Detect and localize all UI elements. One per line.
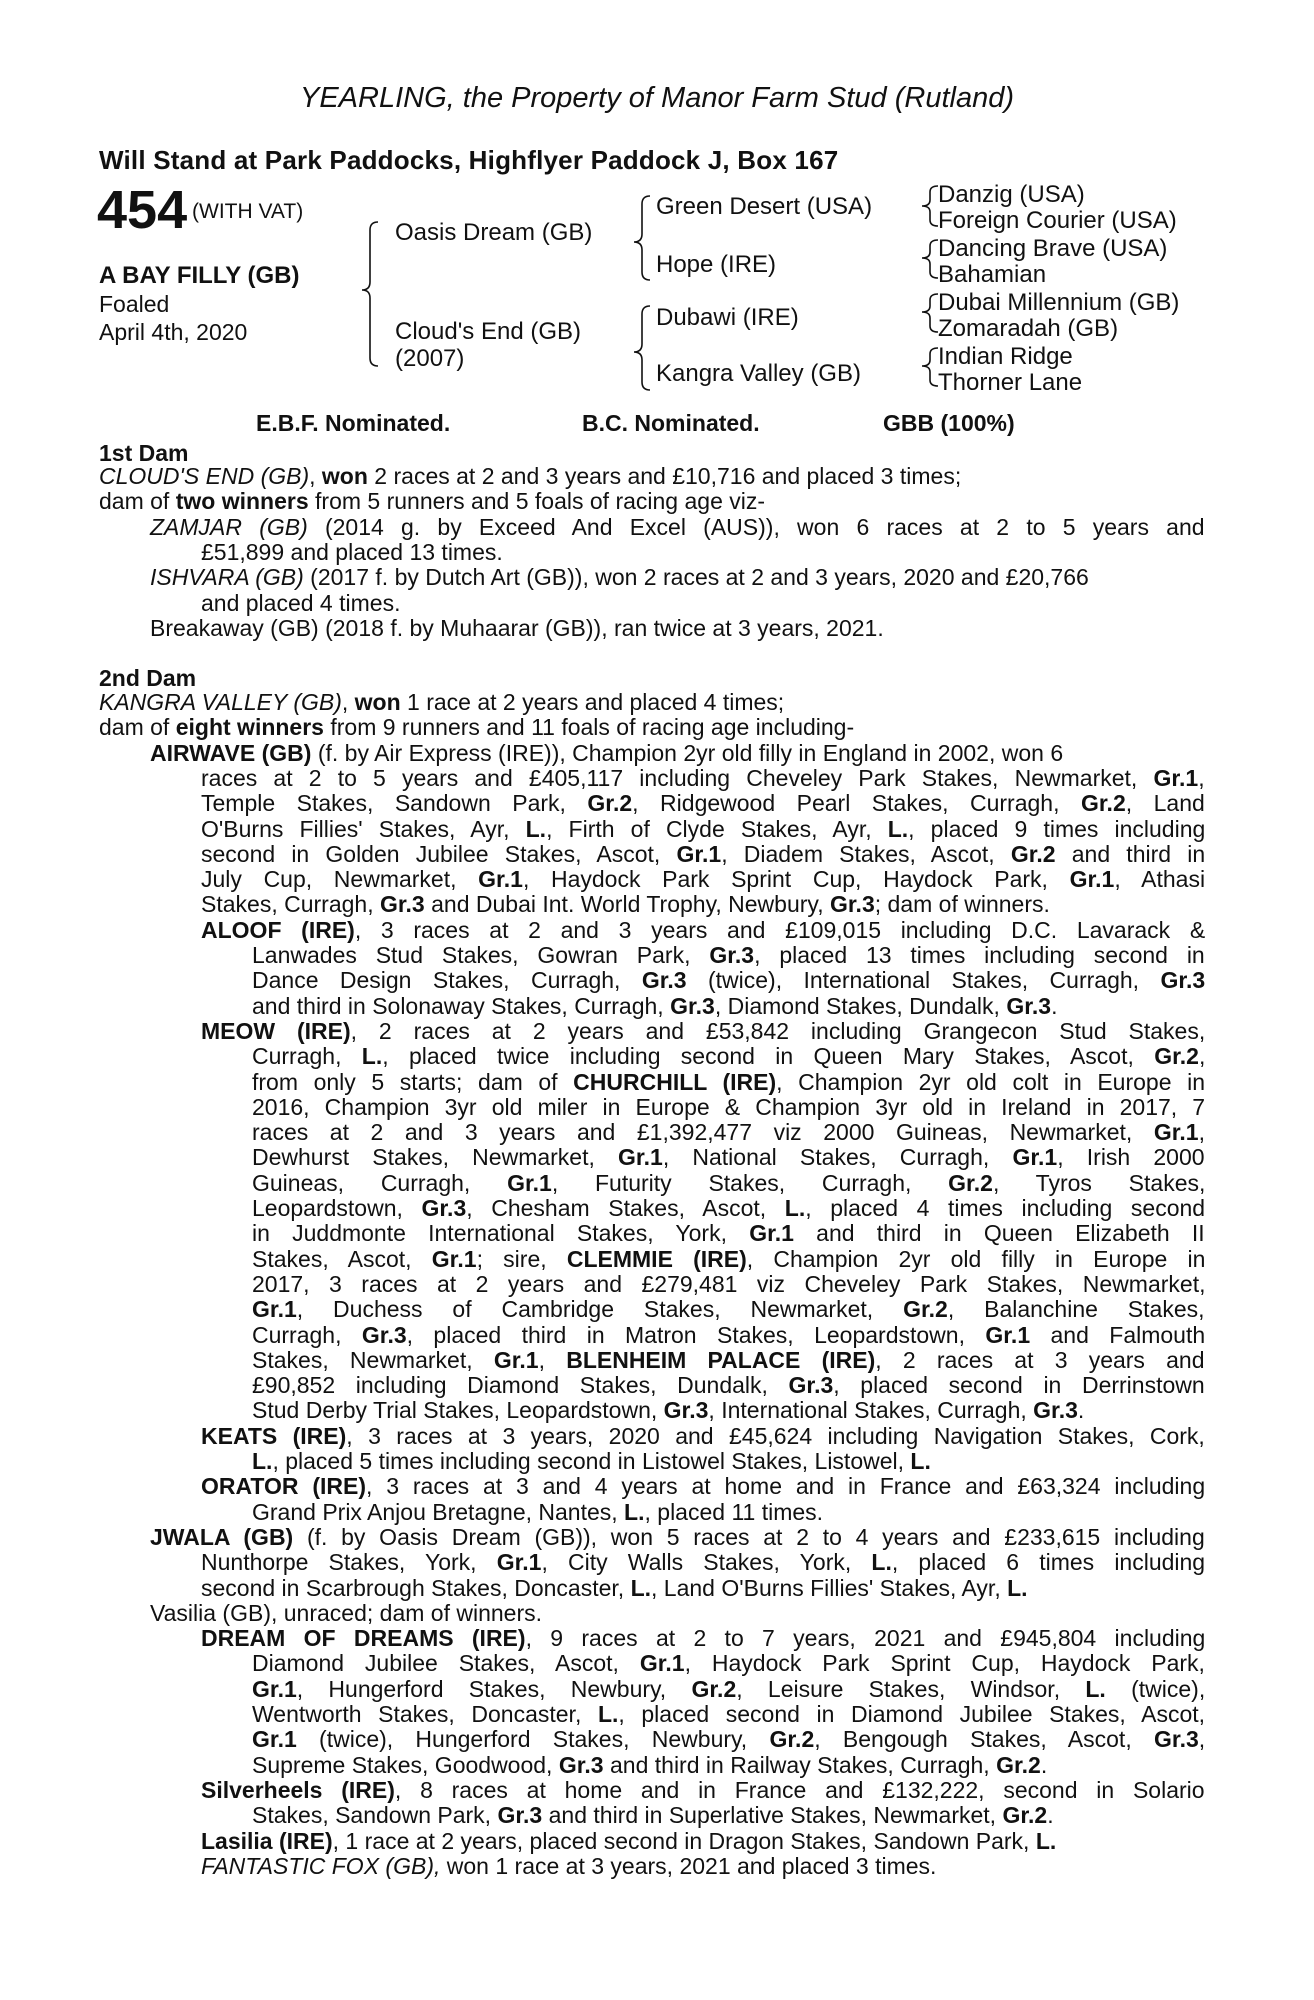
text-line — [252, 1246, 1205, 1272]
text-line — [150, 564, 1089, 590]
text: , Haydock Park Sprint Cup, Haydock Park, — [522, 866, 1070, 893]
text-line — [201, 917, 1205, 943]
text: , placed second in Derrinstown — [833, 1372, 1205, 1399]
ebf-nomination: E.B.F. Nominated. — [256, 410, 451, 436]
text-line — [252, 993, 1057, 1019]
text-line — [252, 1322, 1205, 1348]
bold-text: Gr.1 — [1069, 866, 1115, 893]
bold-text: Gr.3 — [663, 1397, 709, 1424]
bold-text: L. — [525, 815, 547, 842]
text: , Duchess of Cambridge Stakes, Newmarket, — [296, 1296, 904, 1323]
text: , — [309, 463, 322, 489]
text: , Leisure Stakes, Windsor, — [736, 1675, 1086, 1702]
text-line — [201, 841, 1205, 867]
text: and placed 4 times. — [201, 589, 401, 616]
bold-text: MEOW (IRE) — [201, 1017, 351, 1044]
text-line — [252, 1802, 1054, 1828]
bold-text: Gr.3 — [497, 1802, 543, 1829]
foaled-label: Foaled — [99, 291, 170, 317]
text: Curragh, — [252, 1043, 362, 1070]
bold-text: L. — [887, 815, 909, 842]
bold-text: CHURCHILL (IRE) — [573, 1068, 777, 1095]
text: , placed 4 times including second — [805, 1195, 1206, 1221]
bold-text: Gr.1 — [985, 1321, 1031, 1348]
text: ; dam of winners. — [874, 891, 1050, 918]
bold-text: Gr.1 — [749, 1220, 794, 1247]
lot-number: 454 — [97, 180, 188, 240]
text-line — [201, 539, 503, 565]
text: (twice), Hungerford Stakes, Newbury, — [296, 1726, 770, 1753]
text-line — [252, 1650, 1205, 1676]
text: Dewhurst Stakes, Newmarket, — [252, 1144, 619, 1171]
text: 2016, Champion 3yr old miler in Europe & Champion 3yr old in Ireland in 2017, 7 — [252, 1093, 1206, 1120]
text-line — [252, 1701, 1205, 1727]
text: Stud Derby Trial Stakes, Leopardstown, — [252, 1397, 664, 1424]
text-line — [201, 1549, 1205, 1575]
text: Curragh, — [252, 1321, 362, 1348]
text: and third in Railway Stakes, Curragh, — [603, 1751, 997, 1778]
bold-text: Gr.1 — [431, 1245, 477, 1272]
text: , Tyros Stakes, — [992, 1169, 1206, 1196]
pedigree-ggdam-2: Bahamian — [938, 261, 1047, 288]
bold-text: Gr.1 — [676, 840, 722, 867]
text: Stakes, Curragh, — [201, 891, 380, 918]
italic-text: FANTASTIC FOX (GB), — [201, 1852, 441, 1879]
text: , Land O'Burns Fillies' Stakes, Ayr, — [651, 1574, 1008, 1601]
pedigree-ggsire-4: Indian Ridge — [938, 343, 1073, 370]
bold-text: Gr.3 — [641, 967, 687, 994]
text: , Bengough Stakes, Ascot, — [814, 1726, 1154, 1753]
bold-text: Gr.3 — [1154, 1726, 1199, 1753]
text: Temple Stakes, Sandown Park, — [201, 790, 588, 817]
text: , International Stakes, Curragh, — [708, 1397, 1034, 1424]
text: (f. by Oasis Dream (GB)), won 5 races at 2 to 4 years and £233,615 including — [293, 1523, 1205, 1550]
text: Breakaway (GB) (2018 f. by Muhaarar (GB)), ran twice at 3 years, 2021. — [150, 614, 884, 641]
text: 2017, 3 races at 2 years and £279,481 viz Cheveley Park Stakes, Newmarket, — [252, 1270, 1206, 1297]
pedigree-sire-sire: Green Desert (USA) — [656, 193, 873, 220]
bold-text: L. — [871, 1549, 892, 1576]
bold-text: Gr.2 — [903, 1296, 948, 1323]
text: and third in Queen Elizabeth II — [793, 1220, 1205, 1247]
bold-text: Gr.2 — [996, 1751, 1041, 1778]
bold-text: Gr.3 — [1160, 967, 1206, 994]
text: 1 race at 2 years and placed 4 times; — [400, 689, 785, 715]
text-line — [252, 1170, 1205, 1196]
text: , Ridgewood Pearl Stakes, Curragh, — [632, 790, 1081, 817]
text-line — [99, 714, 854, 740]
text-line — [99, 689, 784, 715]
bold-text: Gr.2 — [587, 790, 633, 817]
text: , — [1198, 1726, 1206, 1753]
bold-text: L. — [252, 1448, 273, 1474]
text-line — [201, 1777, 1205, 1803]
text: , placed 5 times including second in Listowel Stakes, Listowel, — [272, 1448, 911, 1474]
text: , placed twice including second in Queen Mary Stakes, Ascot, — [382, 1043, 1155, 1070]
text-line — [252, 942, 1205, 968]
text: Stakes, Newmarket, — [252, 1346, 494, 1373]
bold-text: ALOOF (IRE) — [201, 916, 355, 943]
text: , placed 9 times including — [908, 815, 1206, 842]
text: and third in Solonaway Stakes, Curragh, — [252, 992, 671, 1019]
bold-text: eight winners — [175, 714, 324, 741]
text-line — [201, 590, 400, 616]
text: (twice), International Stakes, Curragh, — [686, 967, 1161, 994]
bold-text: Gr.1 — [496, 1549, 542, 1576]
bold-text: Gr.1 — [618, 1144, 663, 1171]
text: , City Walls Stakes, York, — [541, 1549, 872, 1576]
bold-text: Gr.1 — [1153, 1119, 1199, 1146]
bold-text: Gr.3 — [558, 1751, 604, 1778]
text: , National Stakes, Curragh, — [662, 1144, 1013, 1171]
text: , — [1198, 1043, 1206, 1070]
bold-text: L. — [910, 1448, 931, 1474]
text-line — [252, 1676, 1205, 1702]
text-line — [252, 1499, 823, 1525]
bold-text: Gr.1 — [252, 1296, 297, 1323]
text: , Chesham Stakes, Ascot, — [466, 1195, 785, 1221]
bc-nomination: B.C. Nominated. — [582, 410, 760, 436]
text-line — [201, 891, 1050, 917]
text: Wentworth Stakes, Doncaster, — [252, 1701, 598, 1727]
text: , Champion 2yr old colt in Europe in — [776, 1068, 1206, 1095]
text: Dance Design Stakes, Curragh, — [252, 967, 642, 994]
text-line — [252, 1069, 1205, 1095]
text: O'Burns Fillies' Stakes, Ayr, — [201, 815, 526, 842]
pedigree-ggsire-3: Dubai Millennium (GB) — [938, 289, 1180, 316]
bold-text: won — [321, 463, 368, 489]
text-line — [252, 1094, 1205, 1120]
text: and third in Superlative Stakes, Newmarket, — [542, 1802, 1003, 1829]
text: Nunthorpe Stakes, York, — [201, 1549, 497, 1576]
text-line — [252, 1296, 1205, 1322]
bold-text: Gr.3 — [361, 1321, 407, 1348]
bold-text: Gr.1 — [1153, 764, 1199, 791]
bold-text: two winners — [175, 488, 309, 515]
text: , Futurity Stakes, Curragh, — [551, 1169, 949, 1196]
text: ; sire, — [476, 1245, 567, 1272]
italic-text: ZAMJAR (GB) — [150, 513, 308, 540]
text: , — [538, 1346, 567, 1373]
bold-text: DREAM OF DREAMS (IRE) — [201, 1625, 526, 1652]
text-line — [150, 740, 1063, 766]
text: , 3 races at 2 and 3 years and £109,015 including D.C. Lavarack & — [354, 916, 1206, 943]
text: , 8 races at home and in France and £132,222, second in Solario — [394, 1776, 1205, 1803]
text: £51,899 and placed 13 times. — [201, 538, 503, 565]
text: , 3 races at 3 years, 2020 and £45,624 including Navigation Stakes, Cork, — [346, 1422, 1205, 1449]
text-line — [99, 488, 765, 514]
page-heading: YEARLING, the Property of Manor Farm Stud (Rutland) — [300, 82, 1014, 114]
text: Grand Prix Anjou Bretagne, Nantes, — [252, 1498, 625, 1525]
text: 2 races at 2 and 3 years and £10,716 and placed 3 times; — [367, 463, 962, 489]
text-line — [252, 967, 1205, 993]
bold-text: Gr.3 — [709, 942, 755, 968]
text-line — [201, 816, 1205, 842]
text: , 3 races at 3 and 4 years at home and in France and £63,324 including — [366, 1473, 1206, 1500]
text: , Firth of Clyde Stakes, Ayr, — [546, 815, 888, 842]
text: , Irish 2000 — [1057, 1144, 1205, 1171]
bold-text: Gr.3 — [421, 1195, 467, 1221]
text: in Juddmonte International Stakes, York, — [252, 1220, 750, 1247]
text: races at 2 and 3 years and £1,392,477 viz 2000 Guineas, Newmarket, — [252, 1119, 1154, 1146]
text: from 9 runners and 11 foals of racing age including- — [323, 714, 855, 741]
text: , Hungerford Stakes, Newbury, — [296, 1675, 692, 1702]
text: , placed 13 times including second in — [754, 942, 1205, 968]
text: , — [1198, 764, 1205, 791]
text-line — [201, 866, 1205, 892]
text: races at 2 to 5 years and £405,117 including Cheveley Park Stakes, Newmarket, — [201, 764, 1154, 791]
bold-text: Gr.1 — [507, 1169, 552, 1196]
text: , Balanchine Stakes, — [947, 1296, 1205, 1323]
text: . — [1040, 1751, 1048, 1778]
italic-text: KANGRA VALLEY (GB) — [99, 689, 342, 715]
text: from only 5 starts; dam of — [252, 1068, 574, 1095]
bold-text: Gr.3 — [1033, 1397, 1078, 1424]
text: , 2 races at 2 years and £53,842 including Grangecon Stud Stakes, — [350, 1017, 1206, 1044]
text: (2014 g. by Exceed And Excel (AUS)), won 6 races at 2 to 5 years and — [307, 513, 1205, 540]
text-line — [201, 1018, 1205, 1044]
bold-text: Lasilia (IRE) — [201, 1827, 333, 1854]
text: July Cup, Newmarket, — [201, 866, 479, 893]
text: and Dubai Int. World Trophy, Newbury, — [424, 891, 830, 918]
text: . — [1047, 1802, 1054, 1829]
bold-text: Gr.3 — [379, 891, 425, 918]
text-line — [201, 1473, 1205, 1499]
bold-text: L. — [1035, 1827, 1057, 1854]
italic-text: ISHVARA (GB) — [150, 564, 304, 591]
bold-text: Gr.1 — [493, 1346, 539, 1373]
bold-text: L. — [1085, 1675, 1106, 1702]
bold-text: AIRWAVE (GB) — [150, 739, 312, 766]
text: £90,852 including Diamond Stakes, Dundalk, — [252, 1372, 789, 1399]
bold-text: Gr.2 — [1080, 790, 1126, 817]
pedigree-sire: Oasis Dream (GB) — [395, 219, 593, 246]
text-line — [150, 1600, 542, 1626]
pedigree-ggdam-3: Zomaradah (GB) — [938, 315, 1119, 342]
text: (2017 f. by Dutch Art (GB)), won 2 races at 2 and 3 years, 2020 and £20,766 — [303, 564, 1089, 591]
text: , Diamond Stakes, Dundalk, — [714, 992, 1007, 1019]
bold-text: Gr.3 — [1006, 992, 1052, 1019]
horse-name: A BAY FILLY (GB) — [99, 262, 300, 289]
text-line — [201, 765, 1205, 791]
text: won 1 race at 3 years, 2021 and placed 3 times. — [440, 1852, 937, 1879]
text: , Athasi — [1114, 866, 1206, 893]
text-line — [252, 1271, 1205, 1297]
pedigree-ggdam-1: Foreign Courier (USA) — [938, 207, 1177, 234]
text: dam of — [99, 488, 176, 515]
text: , placed 11 times. — [644, 1498, 824, 1525]
text: second in Golden Jubilee Stakes, Ascot, — [201, 840, 677, 867]
text-line — [201, 790, 1205, 816]
text: , placed 6 times including — [891, 1549, 1206, 1576]
text-line — [252, 1372, 1205, 1398]
text: Supreme Stakes, Goodwood, — [252, 1751, 559, 1778]
bold-text: Gr.1 — [252, 1726, 297, 1753]
lot-vat-note: (WITH VAT) — [192, 200, 304, 223]
text-line — [252, 1043, 1205, 1069]
bold-text: JWALA (GB) — [150, 1523, 294, 1550]
text-line — [201, 1625, 1205, 1651]
gbb-rating: GBB (100%) — [883, 410, 1015, 436]
bold-text: L. — [597, 1701, 619, 1727]
pedigree-dam-year: (2007) — [395, 345, 465, 372]
text: Vasilia (GB), unraced; dam of winners. — [150, 1599, 543, 1626]
text: (f. by Air Express (IRE)), Champion 2yr old filly in England in 2002, won 6 — [311, 739, 1064, 766]
bold-text: L. — [624, 1498, 645, 1525]
text: . — [1077, 1397, 1085, 1424]
text: second in Scarbrough Stakes, Doncaster, — [201, 1574, 631, 1601]
text-line — [201, 1853, 936, 1879]
bold-text: Gr.1 — [1012, 1144, 1058, 1171]
text-line — [252, 1144, 1205, 1170]
text-line — [252, 1220, 1205, 1246]
text: , Land — [1125, 790, 1205, 817]
text: , Haydock Park Sprint Cup, Haydock Park, — [684, 1650, 1205, 1677]
bold-text: Gr.3 — [829, 891, 875, 918]
text: Lanwades Stud Stakes, Gowran Park, — [252, 942, 710, 968]
text: Stakes, Ascot, — [252, 1245, 432, 1272]
text: Diamond Jubilee Stakes, Ascot, — [252, 1650, 640, 1677]
bold-text: Gr.2 — [1002, 1802, 1048, 1829]
text: (twice), — [1105, 1675, 1206, 1702]
stand-location: Will Stand at Park Paddocks, Highflyer Paddock J, Box 167 — [99, 145, 839, 175]
text-line — [150, 1524, 1205, 1550]
bold-text: L. — [630, 1574, 652, 1601]
bold-text: Gr.3 — [788, 1372, 834, 1399]
text: and third in — [1055, 840, 1206, 867]
text-line — [201, 1423, 1205, 1449]
text-line — [252, 1448, 931, 1474]
text: . — [1051, 992, 1058, 1019]
pedigree-sire-dam: Hope (IRE) — [656, 251, 777, 278]
text-line — [252, 1119, 1205, 1145]
pedigree-dam-dam: Kangra Valley (GB) — [656, 360, 861, 387]
bold-text: Gr.2 — [1154, 1043, 1199, 1070]
bold-text: L. — [784, 1195, 806, 1221]
bold-text: Gr.3 — [670, 992, 715, 1019]
text-line — [252, 1726, 1205, 1752]
text: from 5 runners and 5 foals of racing age viz- — [308, 488, 766, 515]
italic-text: CLOUD'S END (GB) — [99, 463, 310, 489]
text-line — [252, 1752, 1047, 1778]
pedigree-dam-sire: Dubawi (IRE) — [656, 304, 799, 331]
bold-text: ORATOR (IRE) — [201, 1473, 367, 1500]
bold-text: Silverheels (IRE) — [201, 1776, 395, 1803]
text: , 1 race at 2 years, placed second in Dragon Stakes, Sandown Park, — [332, 1827, 1036, 1854]
text-line — [99, 463, 961, 489]
text: , — [341, 689, 355, 715]
text-line — [252, 1195, 1205, 1221]
text: Stakes, Sandown Park, — [252, 1802, 498, 1829]
text: , placed third in Matron Stakes, Leopardstown, — [406, 1321, 986, 1348]
foaled-date: April 4th, 2020 — [99, 319, 248, 345]
text-line — [201, 1828, 1056, 1854]
bold-text: CLEMMIE (IRE) — [566, 1245, 747, 1272]
bold-text: L. — [361, 1043, 383, 1070]
text-line — [252, 1347, 1205, 1373]
bold-text: BLENHEIM PALACE (IRE) — [566, 1346, 876, 1373]
pedigree-ggdam-4: Thorner Lane — [938, 369, 1083, 396]
bold-text: won — [354, 689, 401, 715]
text: , Diadem Stakes, Ascot, — [721, 840, 1011, 867]
text: , — [1198, 1119, 1205, 1146]
bold-text: Gr.1 — [252, 1675, 297, 1702]
text: Guineas, Curragh, — [252, 1169, 508, 1196]
bold-text: Gr.2 — [769, 1726, 815, 1753]
text: , 2 races at 3 years and — [875, 1346, 1205, 1373]
pedigree-ggsire-1: Danzig (USA) — [938, 181, 1085, 208]
text: and Falmouth — [1030, 1321, 1206, 1348]
text-line — [201, 1575, 1028, 1601]
text: , Champion 2yr old filly in Europe in — [746, 1245, 1206, 1272]
text-line — [252, 1397, 1084, 1423]
text-line — [150, 514, 1205, 540]
text: dam of — [99, 714, 176, 741]
bold-text: Gr.2 — [691, 1675, 737, 1702]
bold-text: Gr.2 — [948, 1169, 993, 1196]
text: , 9 races at 2 to 7 years, 2021 and £945,804 including — [525, 1625, 1206, 1652]
first-dam-heading: 1st Dam — [99, 440, 189, 466]
text: , placed second in Diamond Jubilee Stakes, Ascot, — [618, 1701, 1206, 1727]
text-line — [150, 615, 884, 641]
bold-text: KEATS (IRE) — [201, 1422, 347, 1449]
bold-text: Gr.1 — [478, 866, 523, 893]
bold-text: Gr.2 — [1010, 840, 1056, 867]
bold-text: Gr.1 — [639, 1650, 685, 1677]
pedigree-ggsire-2: Dancing Brave (USA) — [938, 235, 1168, 262]
bold-text: L. — [1007, 1574, 1028, 1601]
text: Leopardstown, — [252, 1195, 422, 1221]
second-dam-heading: 2nd Dam — [99, 665, 197, 691]
pedigree-dam: Cloud's End (GB) — [395, 318, 581, 345]
